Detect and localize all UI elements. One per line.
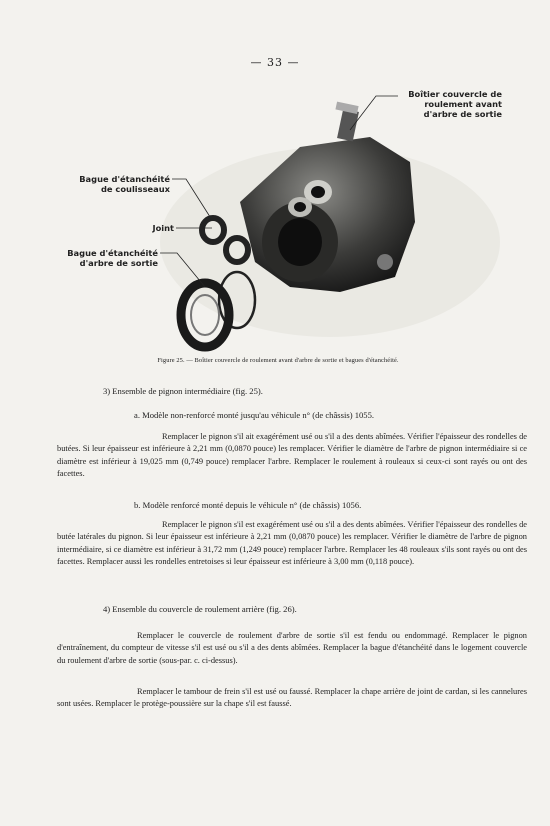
heading-section-3b: b. Modèle renforcé monté depuis le véhicule n° (de châssis) 1056.: [134, 500, 362, 510]
label-shaft-seal: Bague d'étanchéité d'arbre de sortie: [67, 248, 158, 268]
paragraph-section-3b: Remplacer le pignon s'il est exagérément usé ou s'il a des dents abîmées. Vérifier l'épaisseur des rondelles de butée latérales du pignon. Si leur épaisseur est inférieure à 2,21 mm (0,0870 pouce) les remplacer. Vérifier le diamètre de l'arbre de pignon intermédiaire, si ce diamètre est inférieur à 31,72 mm (1,249 pouce) remplacer l'arbre. Remplacer les 48 rouleaux s'ils sont rayés ou ont des facettes. Remplacer aussi les rondelles entretoises si leur épaisseur est inférieure à 3,00 mm (0,118 pouce).: [57, 520, 527, 566]
label-slide-seal: Bague d'étanchéité de coulisseaux: [79, 174, 170, 194]
label-joint: Joint: [152, 223, 174, 233]
heading-section-3: 3) Ensemble de pignon intermédiaire (fig. 25).: [103, 386, 263, 396]
figure-25-illustration: [0, 82, 550, 352]
paragraph-section-4-1: Remplacer le couvercle de roulement d'arbre de sortie s'il est fendu ou endommagé. Remplacer le pignon d'entraînement, du compteur de vitesse s'il est usé ou s'il a des dents abîmées. Remplacer la bague d'étanchéité dans le logement couvercle du roulement d'arbre de sortie (sous-par. c. ci-dessus).: [57, 631, 527, 665]
paragraph-section-4-2: Remplacer le tambour de frein s'il est usé ou faussé. Remplacer la chape arrière de joint de cardan, si les cannelures sont usées. Remplacer le protège-poussière sur la chape s'il est faussé.: [57, 687, 527, 709]
page-number: — 33 —: [250, 56, 300, 69]
figure-caption: Figure 25. — Boîtier couvercle de roulement avant d'arbre de sortie et bagues d'étanchéité.: [157, 357, 399, 364]
paragraph-section-3a: Remplacer le pignon s'il ait exagérément usé ou s'il a des dents abîmées. Vérifier l'épaisseur des rondelles de butées. Si leur épaisseur est inférieure à 2,21 mm (0,0870 pouce) les remplacer. Vérifier le diamètre de l'arbre de pignon intermédiaire si ce diamètre est inférieur à 19,025 mm (0,749 pouce) remplacer l'arbre. Remplacer le roulement à rouleaux si ceux-ci sont rayés ou ont des facettes.: [57, 432, 527, 478]
heading-section-3a: a. Modèle non-renforcé monté jusqu'au véhicule n° (de châssis) 1055.: [134, 410, 375, 420]
housing-casting: [240, 102, 415, 292]
heading-section-4: 4) Ensemble du couvercle de roulement arrière (fig. 26).: [103, 604, 297, 614]
label-housing: Boîtier couvercle de roulement avant d'arbre de sortie: [408, 89, 502, 119]
